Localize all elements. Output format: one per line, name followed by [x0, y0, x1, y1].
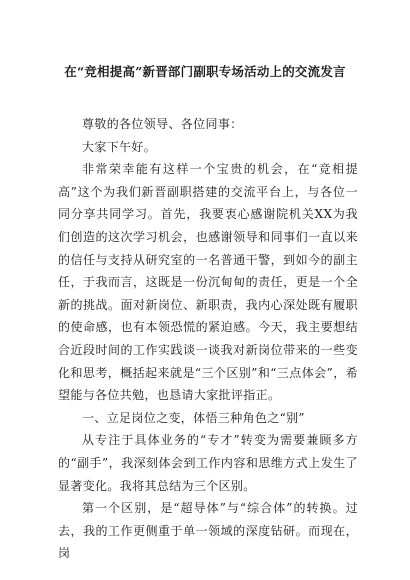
document-body [58, 113, 358, 565]
body-paragraph: 非常荣幸能有这样一个宝贵的机会，在“竞相提高”这个为我们新晋副职搭建的交流平台上，与各位一同分享共同学习。首先，我要衷心感谢院机关XX为我们创造的这次学习机会，也感谢领导和同事们一直以来的信任与支持从研究室的一名普通干警，到如今的副主任，于我而言，这既是一份沉甸甸的责任，更是一个全新的挑战。面对新岗位、新职责，我内心深处既有履职的使命感，也有本领恐慌的紧迫感。今天，我主要想结合近段时间的工作实践谈一谈我对新岗位带来的一些变化和思考，概括起来就是“三个区别”和“三点体会”，希望能与各位共勉，也恳请大家批评指正。 [58, 162, 358, 403]
document-title: 在“竞相提高”新晋部门副职专场活动上的交流发言 [64, 64, 346, 79]
body-paragraph: 第一个区别，是“超导体”与“综合体”的转换。过去，我的工作更侧重于单一领域的深度钻研。而现在，岗 [58, 501, 358, 561]
greeting: 大家下午好。 [82, 139, 157, 154]
body-paragraph: 从专注于具体业务的“专才”转变为需要兼顾多方的“副手”，我深刻体会到工作内容和思维方式上发生了显著变化。我将其总结为三个区别。 [58, 433, 358, 493]
salutation: 尊敬的各位领导、各位同事： [82, 117, 243, 131]
section-heading: 一、立足岗位之变，体悟三种角色之“别” [82, 410, 305, 425]
